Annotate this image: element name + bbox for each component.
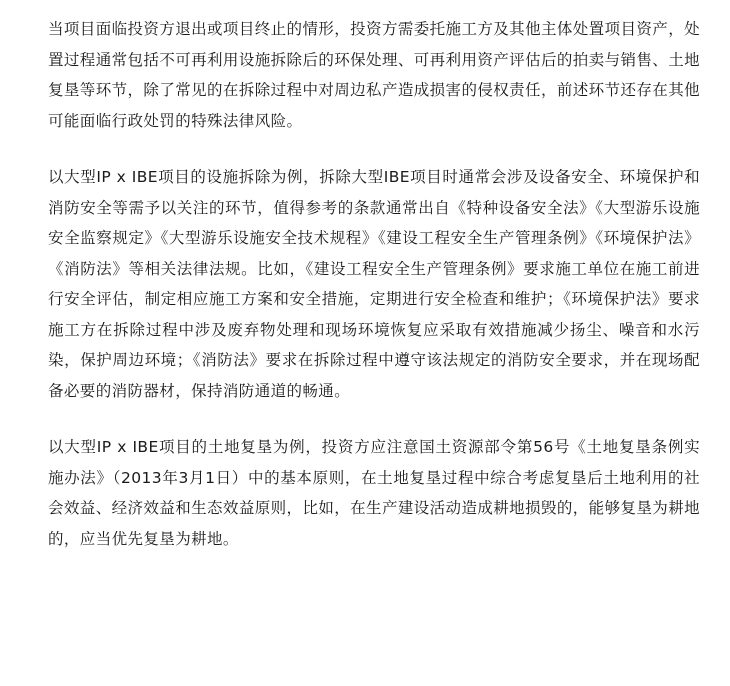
paragraph-facility-demolition: 以大型IP x IBE项目的设施拆除为例，拆除大型IBE项目时通常会涉及设备安全、环境保护和消防安全等需予以关注的环节，值得参考的条款通常出自《特种设备安全法》《大型游乐设施安全监察规定》《大型游乐设施安全技术规程》《建设工程安全生产管理条例》《环境保护法》《消防法》等相关法律法规。比如，《建设工程安全生产管理条例》要求施工单位在施工前进行安全评估，制定相应施工方案和安全措施，定期进行安全检查和维护；《环境保护法》要求施工方在拆除过程中涉及废弃物处理和现场环境恢复应采取有效措施减少扬尘、噪音和水污染，保护周边环境；《消防法》要求在拆除过程中遵守该法规定的消防安全要求，并在现场配备必要的消防器材，保持消防通道的畅通。	[48, 168, 700, 400]
paragraph-land-reclamation: 以大型IP x IBE项目的土地复垦为例，投资方应注意国土资源部令第56号《土地复垦条例实施办法》（2013年3月1日）中的基本原则，在土地复垦过程中综合考虑复垦后土地利用的社会效益、经济效益和生态效益原则，比如，在生产建设活动造成耕地损毁的，能够复垦为耕地的，应当优先复垦为耕地。	[48, 438, 700, 548]
paragraph-asset-disposal: 当项目面临投资方退出或项目终止的情形，投资方需委托施工方及其他主体处置项目资产，处置过程通常包括不可再利用设施拆除后的环保处理、可再利用资产评估后的拍卖与销售、土地复垦等环节，除了常见的在拆除过程中对周边私产造成损害的侵权责任，前述环节还存在其他可能面临行政处罚的特殊法律风险。	[48, 20, 700, 130]
document-body	[48, 14, 700, 554]
